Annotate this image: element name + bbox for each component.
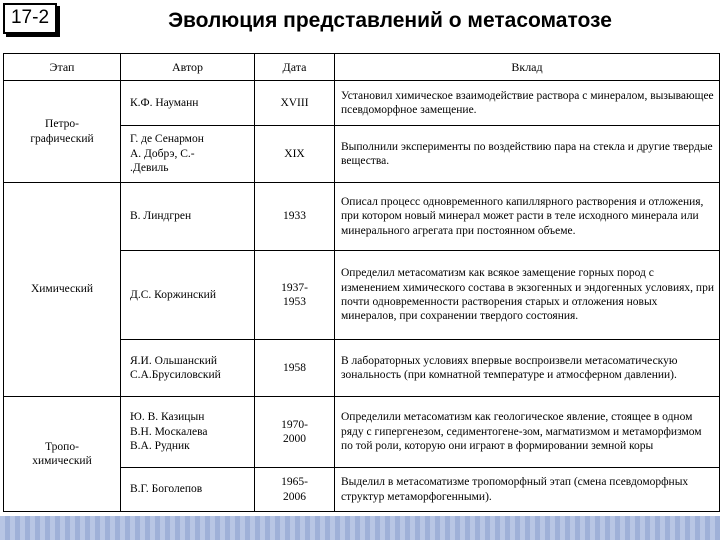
stage-cell: Тропо- химический bbox=[4, 397, 121, 512]
table-row bbox=[4, 81, 720, 126]
contribution-cell: Выполнили эксперименты по воздействию пара на стекла и другие твердые вещества. bbox=[335, 126, 720, 183]
table-row bbox=[4, 183, 720, 251]
date-cell: 1958 bbox=[255, 340, 335, 397]
contribution-cell: Описал процесс одновременного капиллярного растворения и отложения, при котором новый минерал может расти в теле исходного минерала или минерального агрегата при постоянном объеме. bbox=[335, 183, 720, 251]
contribution-cell: Выделил в метасоматизме тропоморфный этап (смена псевдоморфных структур метаморфогенными). bbox=[335, 468, 720, 512]
header-stage: Этап bbox=[4, 54, 121, 81]
contribution-cell: Установил химическое взаимодействие раствора с минералом, вызывающее псевдоморфное замещение. bbox=[335, 81, 720, 126]
date-cell: 1965- 2006 bbox=[255, 468, 335, 512]
table-row bbox=[4, 397, 720, 468]
stage-cell: Петро- графический bbox=[4, 81, 121, 183]
date-cell: XIX bbox=[255, 126, 335, 183]
author-cell: В.Г. Боголепов bbox=[121, 468, 255, 512]
contribution-cell: Определил метасоматизм как всякое замещение горных пород с изменением химического состава в экзогенных и эндогенных условиях, при почти одновременности растворения старых и отложения новых минералов, при сохранении твердого состояния. bbox=[335, 251, 720, 340]
author-cell: Я.И. Ольшанский С.А.Брусиловский bbox=[121, 340, 255, 397]
decorative-bottom-strip bbox=[0, 516, 720, 540]
header-contribution: Вклад bbox=[335, 54, 720, 81]
author-cell: В. Линдгрен bbox=[121, 183, 255, 251]
slide-title: Эволюция представлений о метасоматозе bbox=[168, 9, 612, 32]
author-cell: Д.С. Коржинский bbox=[121, 251, 255, 340]
header-author: Автор bbox=[121, 54, 255, 81]
date-cell: 1937- 1953 bbox=[255, 251, 335, 340]
table-header-row bbox=[4, 54, 720, 81]
metasomatism-evolution-table bbox=[3, 53, 720, 512]
slide-number-badge: 17-2 bbox=[3, 3, 57, 34]
header-date: Дата bbox=[255, 54, 335, 81]
author-cell: К.Ф. Науманн bbox=[121, 81, 255, 126]
stage-cell: Химический bbox=[4, 183, 121, 397]
date-cell: 1933 bbox=[255, 183, 335, 251]
author-cell: Г. де Сенармон А. Добрэ, С.- .Девиль bbox=[121, 126, 255, 183]
date-cell: XVIII bbox=[255, 81, 335, 126]
contribution-cell: В лабораторных условиях впервые воспроизвели метасоматическую зональность (при комнатной температуре и атмосферном давлении). bbox=[335, 340, 720, 397]
author-cell: Ю. В. Казицын В.Н. Москалева В.А. Рудник bbox=[121, 397, 255, 468]
date-cell: 1970- 2000 bbox=[255, 397, 335, 468]
contribution-cell: Определили метасоматизм как геологическое явление, стоящее в одном ряду с гипергенезом, седиментогене-зом, магматизмом и метаморфизмом по той роли, которую они играют в формировании земной коры bbox=[335, 397, 720, 468]
